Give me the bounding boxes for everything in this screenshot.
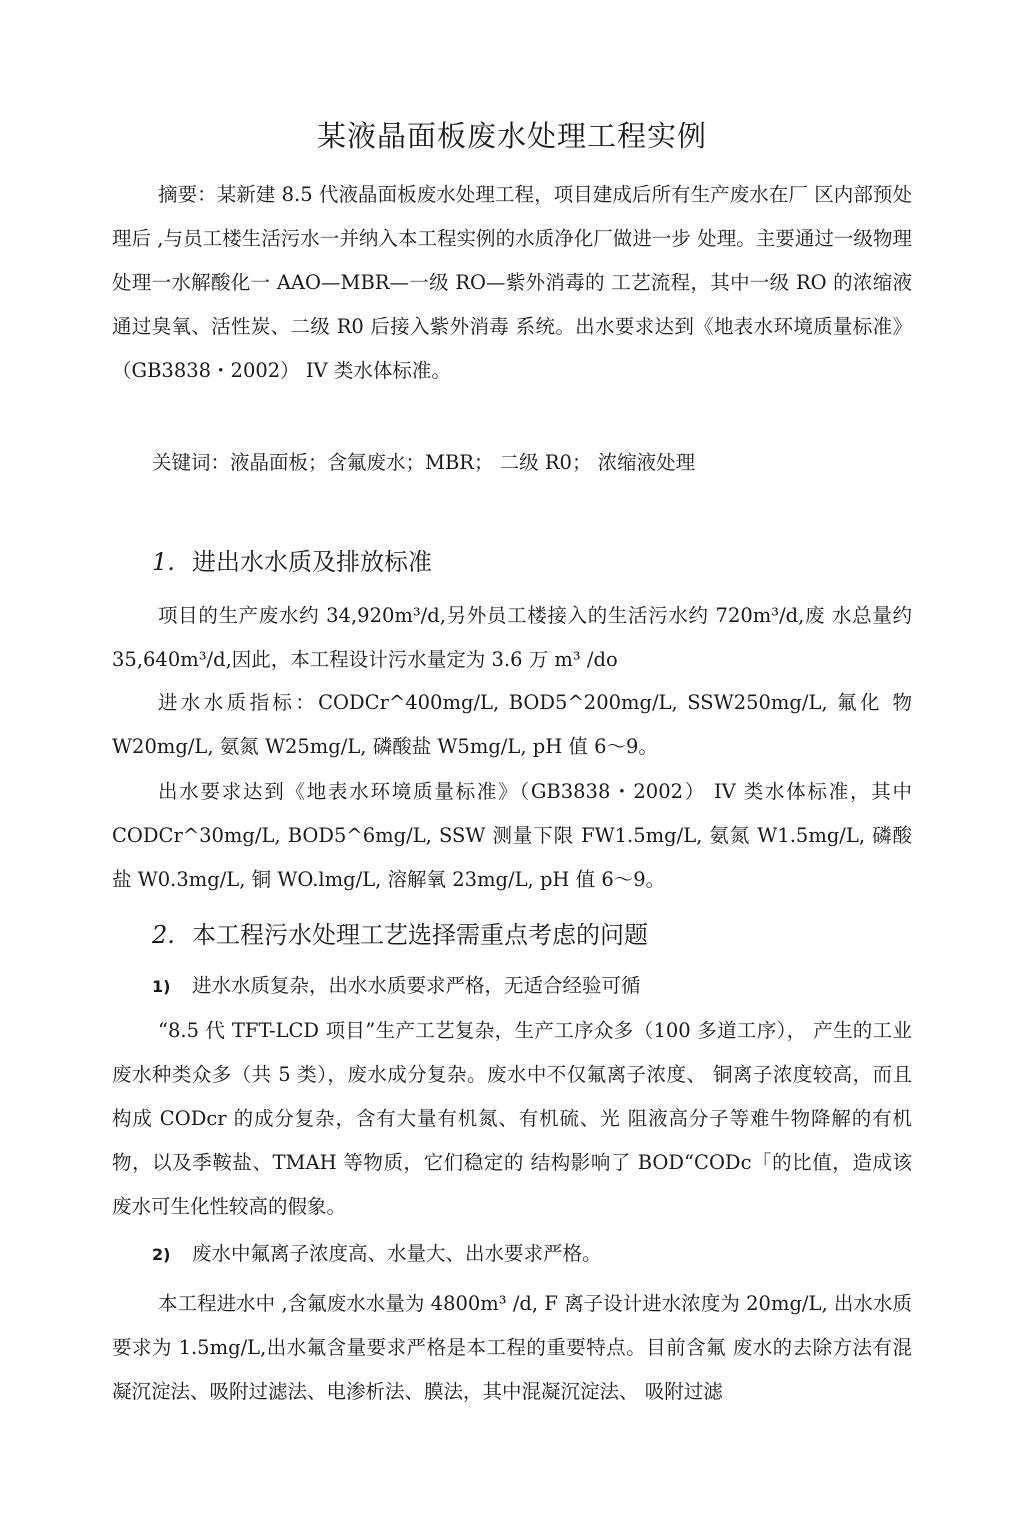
section-2-title: 本工程污水处理工艺选择需重点考虑的问题 — [192, 921, 648, 949]
section-1-paragraph-3: 出水要求达到《地表水环境质量标准》（GB3838・2002） IV 类水体标准，其中 CODCr^30mg/L, BOD5^6mg/L, SSW 测量下限 FW1.5mg/L, 氨氮 W1.5mg/L, 磷酸盐 W0.3mg/L, 铜 WO.lmg/L, 溶解氧 23mg/L, pH 值 6〜9。 — [112, 780, 912, 891]
item-1-heading — [152, 966, 641, 1007]
item-2-paragraph: 本工程进水中 ,含氟废水水量为 4800m³ /d, F 离子设计进水浓度为 20mg/L, 出水水质要求为 1.5mg/L,出水氟含量要求严格是本工程的重要特点。目前含氟 废水的去除方法有混凝沉淀法、吸附过滤法、电渗析法、膜法，其中混凝沉淀法、 吸附过滤 — [112, 1292, 912, 1403]
section-1-paragraph-1: 项目的生产废水约 34,920m³/d,另外员工楼接入的生活污水约 720m³/d,废 水总量约 35,640m³/d,因此，本工程设计污水量定为 3.6 万 m³ /do — [112, 604, 912, 671]
item-1-paragraph: “8.5 代 TFT-LCD 项目”生产工艺复杂，生产工序众多（100 多道工序）， 产生的工业废水种类众多（共 5 类），废水成分复杂。废水中不仅氟离子浓度、 铜离子浓度较高，而且构成 CODcr 的成分复杂，含有大量有机氮、有机硫、光 阻液高分子等难牛物降解的有机物，以及季鞍盐、TMAH 等物质，它们稳定的 结构影响了 BOD“CODc「的比值，造成该废水可生化性较高的假象。 — [112, 1019, 912, 1218]
section-1-title: 进出水水质及排放标准 — [192, 548, 432, 576]
item-2-heading — [152, 1234, 602, 1275]
section-1-paragraph-2: 进水水质指标：CODCr^400mg/L, BOD5^200mg/L, SSW250mg/L, 氟化 物 W20mg/L, 氨氮 W25mg/L, 磷酸盐 W5mg/L, pH 值 6〜9。 — [112, 691, 912, 758]
item-1-number: 1) — [152, 977, 171, 996]
item-2-number: 2) — [152, 1245, 171, 1264]
document-title: 某液晶面板废水处理工程实例 — [316, 119, 707, 153]
section-2-heading — [152, 915, 648, 955]
section-1-heading — [152, 542, 432, 582]
abstract-paragraph: 摘要：某新建 8.5 代液晶面板废水处理工程，项目建成后所有生产废水在厂 区内部预处理后 ,与员工楼生活污水一并纳入本工程实例的水质净化厂做进一步 处理。主要通过一级物理处理一水解酸化一 AAO—MBR—一级 RO—紫外消毒的 工艺流程，其中一级 RO 的浓缩液通过臭氧、活性炭、二级 R0 后接入紫外消毒 系统。出水要求达到《地表水环境质量标准》（GB3838・2002） IV 类水体标准。 — [112, 183, 912, 382]
item-1-title: 进水水质复杂，出水水质要求严格，无适合经验可循 — [192, 974, 641, 997]
section-2-number: 2. — [152, 921, 175, 949]
item-2-title: 废水中氟离子浓度高、水量大、出水要求严格。 — [192, 1242, 602, 1265]
keywords-line: 关键词：液晶面板；含氟废水；MBR； 二级 R0； 浓缩液处理 — [152, 451, 696, 474]
section-1-number: 1. — [152, 548, 175, 576]
